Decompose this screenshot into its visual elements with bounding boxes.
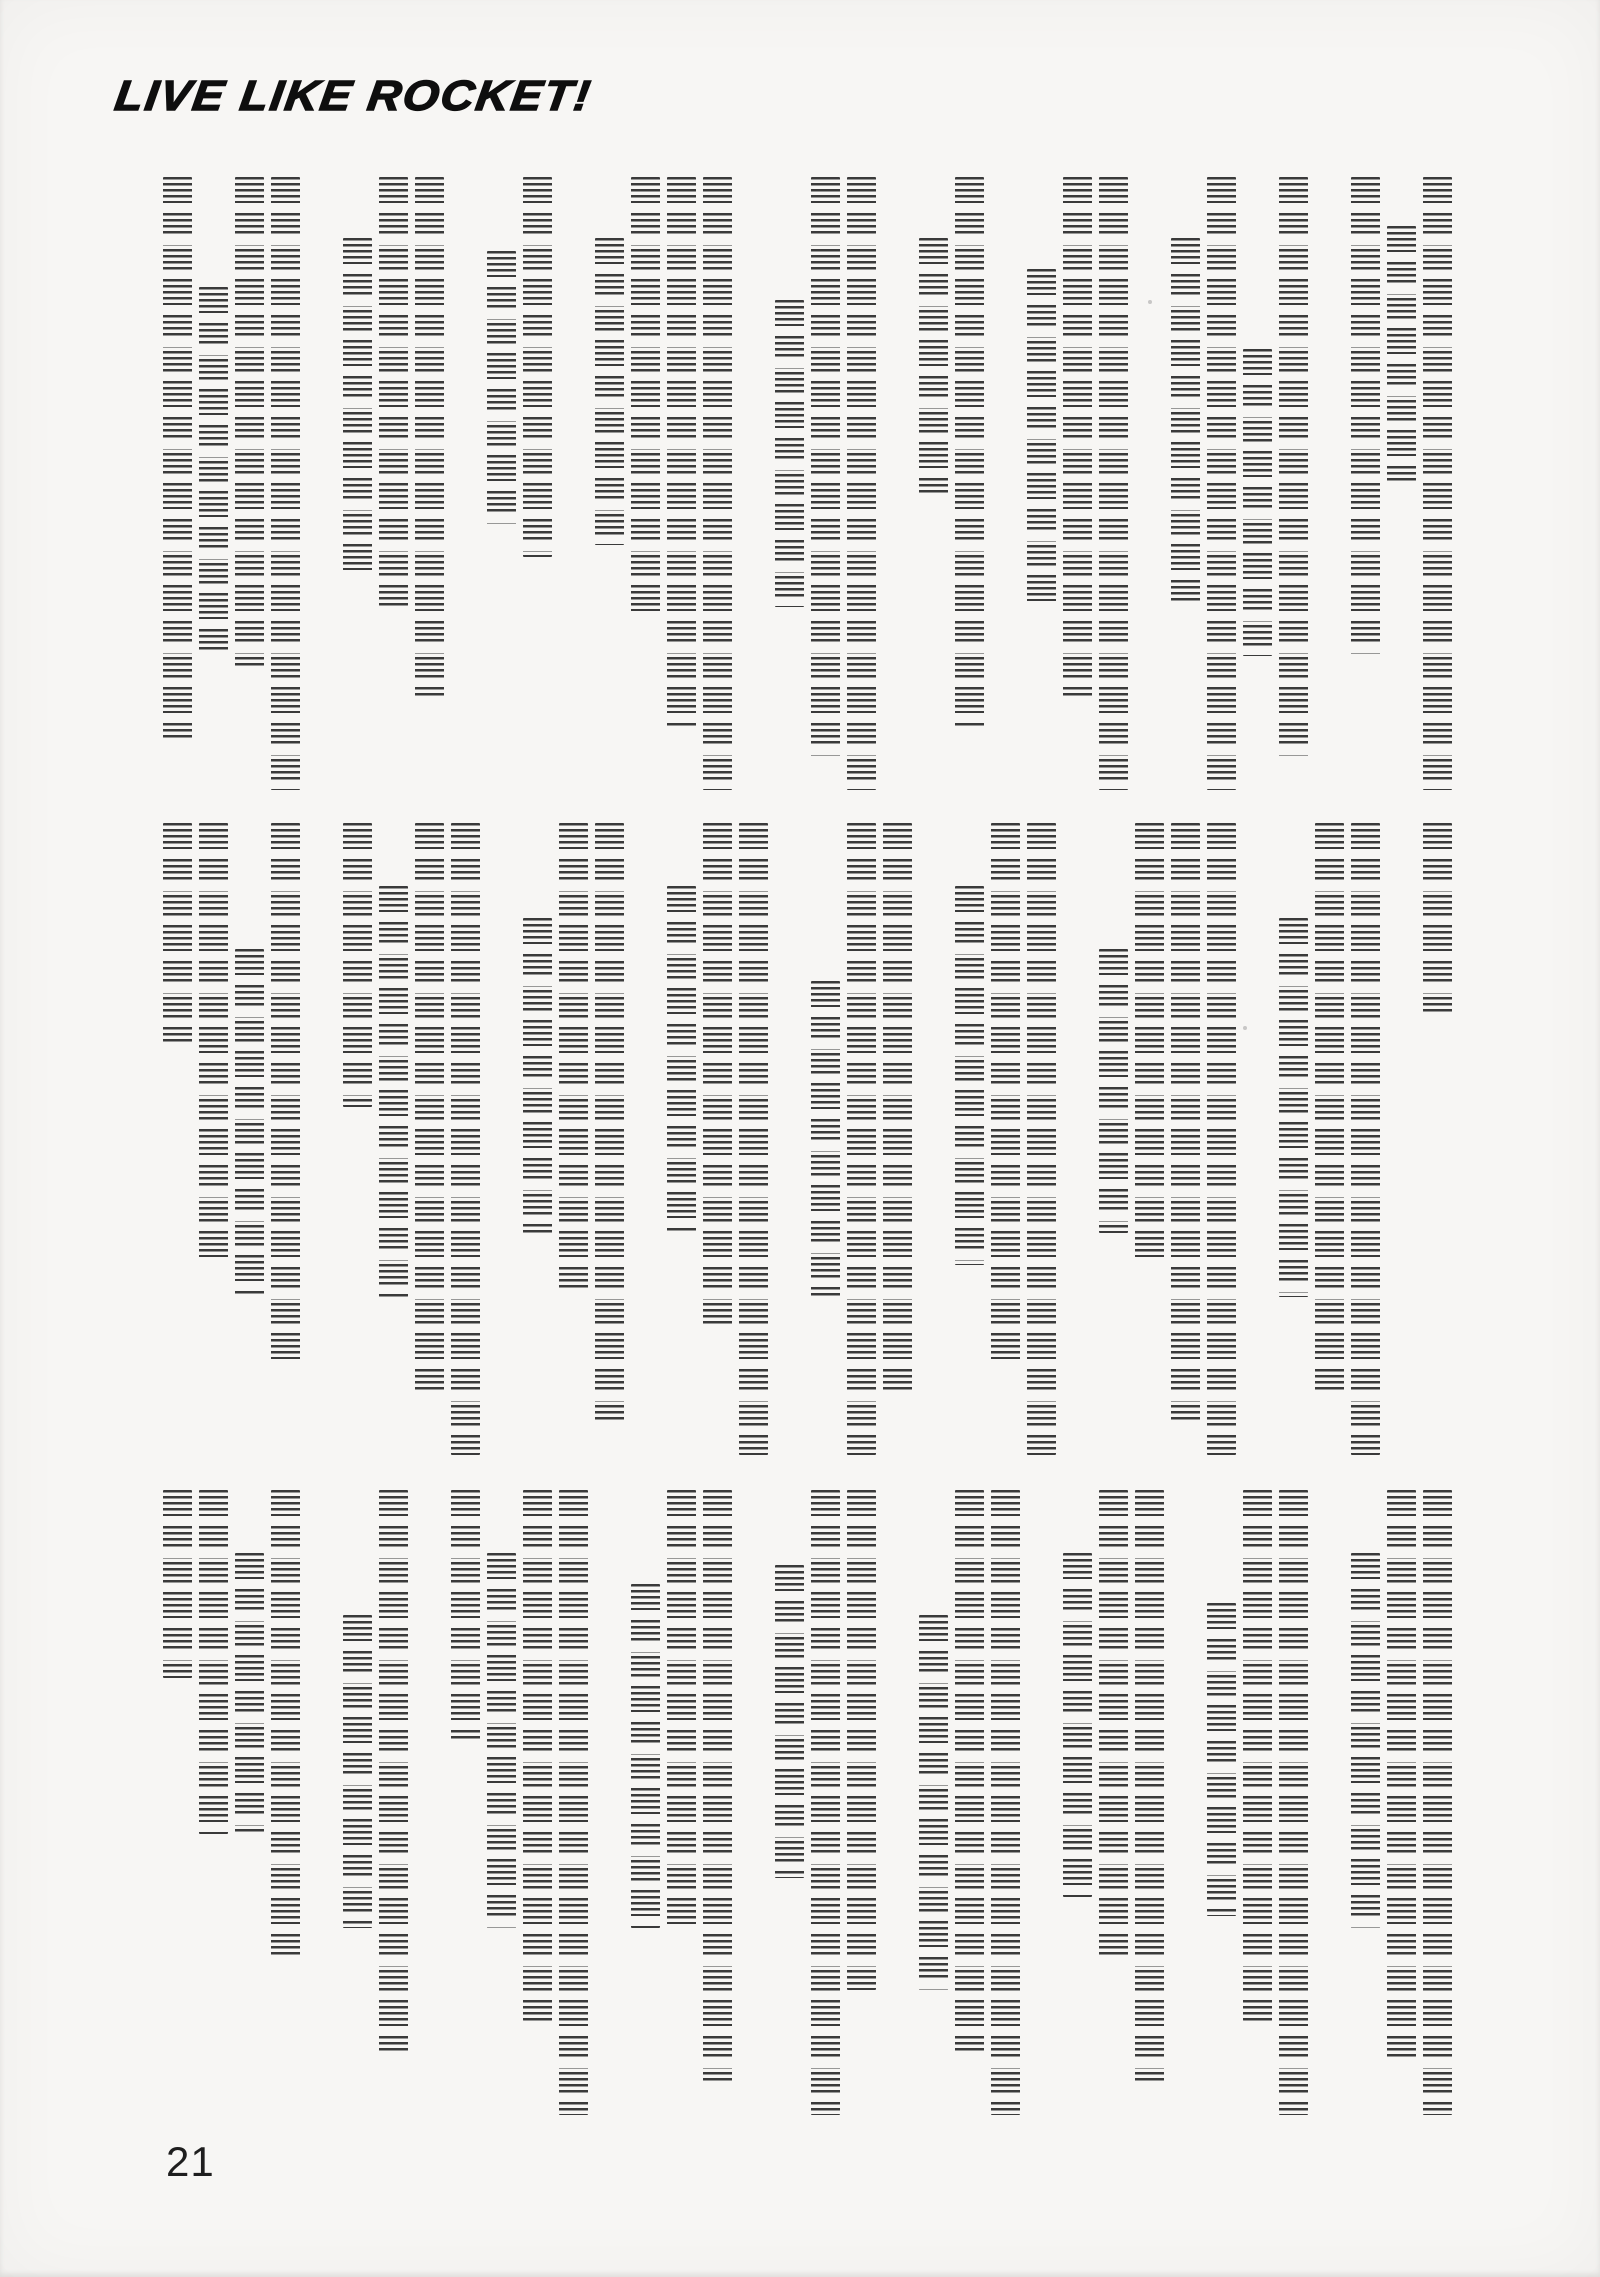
column-gap [415,1490,444,2115]
redacted-text-column [1171,238,1200,606]
redacted-text-column [1279,177,1308,759]
scan-speck [1148,300,1152,304]
column-gap [307,1490,336,2115]
column-gap [919,823,948,1455]
redacted-text-column [667,886,696,1234]
redacted-text-column [1099,949,1128,1233]
column-gap [487,823,516,1455]
redacted-text-column [1423,177,1452,790]
redacted-text-column [919,238,948,495]
redacted-text-column [919,1615,948,1990]
redacted-text-column [775,1565,804,1878]
redacted-text-column [523,177,552,557]
redacted-text-column [1135,1490,1164,2084]
column-gap [595,1490,624,2115]
column-gap [739,177,768,790]
redacted-text-column [559,823,588,1297]
redacted-text-column [487,1553,516,1928]
redacted-text-column [1423,1490,1452,2115]
redacted-text-column [1243,349,1272,656]
redacted-text-column [1063,177,1092,698]
column-gap [1387,823,1416,1455]
redacted-text-column [1279,918,1308,1297]
redacted-text-column [199,823,228,1265]
redacted-text-column [379,886,408,1297]
column-gap [559,177,588,790]
redacted-text-column [415,823,444,1392]
redacted-text-column [1171,823,1200,1423]
redacted-text-column [739,823,768,1455]
column-gap [1135,177,1164,790]
text-band-middle [140,823,1452,1455]
column-gap [451,177,480,790]
redacted-text-column [847,823,876,1455]
column-gap [1171,1490,1200,2115]
redacted-text-column [379,1490,408,2053]
redacted-text-column [235,949,264,1297]
redacted-text-column [235,1553,264,1834]
scan-speck [1243,1026,1247,1030]
column-gap [307,177,336,790]
redacted-text-column [523,1490,552,2021]
column-gap [307,823,336,1455]
redacted-text-column [595,238,624,545]
redacted-text-column [811,177,840,759]
redacted-text-column [415,177,444,698]
redacted-text-column [1243,1490,1272,2021]
redacted-text-column [1351,177,1380,655]
redacted-text-column [991,1490,1020,2115]
redacted-text-column [811,981,840,1297]
column-gap [1315,1490,1344,2115]
redacted-text-column [451,1490,480,1740]
redacted-text-column [1207,1603,1236,1916]
redacted-text-column [1387,226,1416,483]
redacted-text-column [955,177,984,729]
redacted-text-column [487,251,516,527]
redacted-text-column [667,177,696,729]
redacted-text-column [955,886,984,1265]
redacted-text-column [775,300,804,607]
column-gap [739,1490,768,2115]
column-gap [775,823,804,1455]
column-gap [1243,823,1272,1455]
redacted-text-column [703,1490,732,2084]
redacted-text-column [163,823,192,1044]
text-band-bottom [140,1490,1452,2115]
redacted-text-column [235,177,264,667]
redacted-text-column [847,1490,876,1990]
redacted-text-column [595,823,624,1423]
redacted-text-column [271,1490,300,1959]
header-logo: LIVE LIKE ROCKET! [112,71,595,120]
redacted-text-column [991,823,1020,1360]
redacted-text-column [1315,823,1344,1392]
redacted-text-column [1279,1490,1308,2115]
redacted-text-column [1099,1490,1128,1959]
redacted-text-column [811,1490,840,2115]
redacted-text-column [1351,823,1380,1455]
redacted-text-column [559,1490,588,2115]
redacted-text-column [1135,823,1164,1265]
redacted-text-column [1423,823,1452,1013]
redacted-text-column [631,1584,660,1928]
redacted-text-column [883,823,912,1392]
redacted-text-column [1063,1553,1092,1897]
redacted-text-column [1207,823,1236,1455]
redacted-text-column [847,177,876,790]
page-number: 21 [166,2138,215,2185]
redacted-text-column [1387,1490,1416,2065]
redacted-text-column [343,238,372,575]
column-gap [1063,823,1092,1455]
redacted-text-column [1099,177,1128,790]
redacted-text-column [163,177,192,741]
redacted-text-column [271,823,300,1360]
redacted-text-column [343,823,372,1107]
redacted-text-column [451,823,480,1455]
redacted-text-column [955,1490,984,2053]
redacted-text-column [667,1490,696,1928]
redacted-text-column [703,177,732,790]
column-gap [631,823,660,1455]
redacted-text-column [703,823,732,1329]
redacted-text-column [199,1490,228,1834]
redacted-text-column [523,918,552,1234]
redacted-text-column [1351,1553,1380,1928]
column-gap [883,177,912,790]
redacted-text-column [631,177,660,618]
redacted-text-column [343,1615,372,1928]
redacted-text-column [163,1490,192,1678]
text-band-top [140,177,1452,790]
redacted-text-column [379,177,408,606]
redacted-text-column [199,287,228,655]
redacted-text-column [1027,823,1056,1455]
redacted-text-column [1027,269,1056,606]
column-gap [1027,1490,1056,2115]
column-gap [1315,177,1344,790]
column-gap [991,177,1020,790]
column-gap [883,1490,912,2115]
redacted-text-column [1207,177,1236,790]
redacted-text-column [271,177,300,790]
